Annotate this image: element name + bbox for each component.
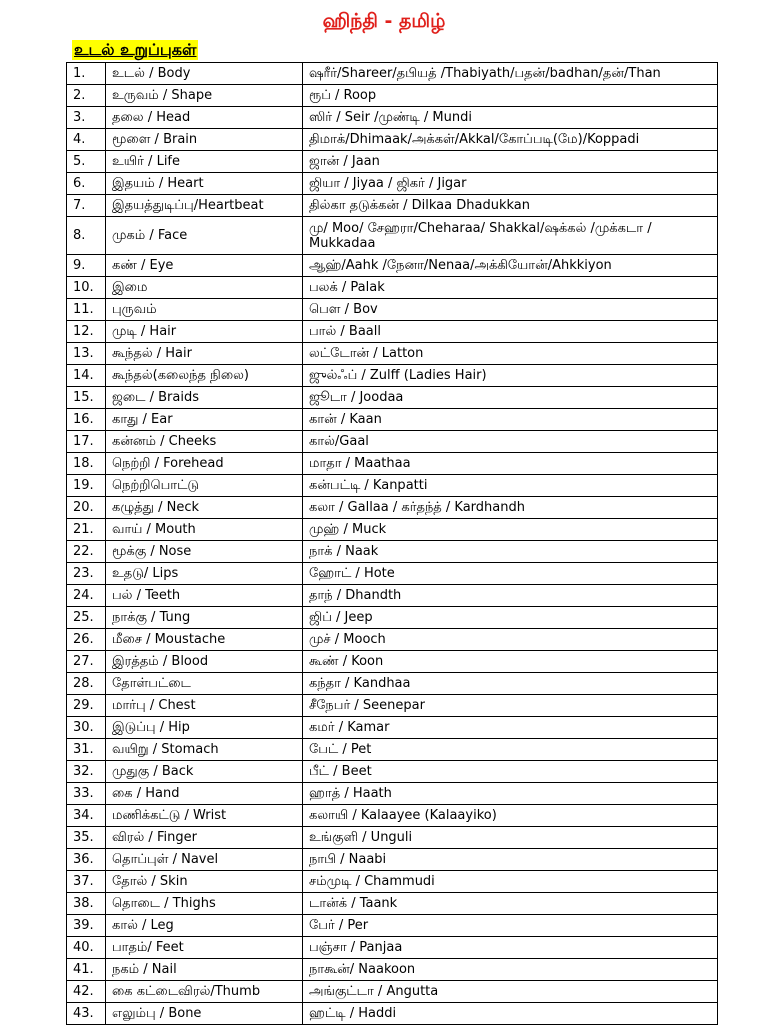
tamil-term: உடல் / Body	[106, 63, 303, 85]
hindi-term: ரூப் / Roop	[303, 85, 718, 107]
tamil-term: முடி / Hair	[106, 321, 303, 343]
table-row	[67, 607, 718, 629]
table-row	[67, 761, 718, 783]
table-row	[67, 387, 718, 409]
row-number: 18.	[67, 453, 106, 475]
tamil-term: முகம் / Face	[106, 217, 303, 255]
hindi-term: கலாயி / Kalaayee (Kalaayiko)	[303, 805, 718, 827]
row-number: 13.	[67, 343, 106, 365]
tamil-term: கூந்தல் / Hair	[106, 343, 303, 365]
table-row	[67, 783, 718, 805]
hindi-term: பீட் / Beet	[303, 761, 718, 783]
hindi-term: லட்டோன் / Latton	[303, 343, 718, 365]
hindi-term: ஜியா / Jiyaa / ஜிகர் / Jigar	[303, 173, 718, 195]
hindi-term: உங்குளி / Unguli	[303, 827, 718, 849]
table-row	[67, 695, 718, 717]
row-number: 2.	[67, 85, 106, 107]
table-row	[67, 365, 718, 387]
row-number: 32.	[67, 761, 106, 783]
row-number: 1.	[67, 63, 106, 85]
tamil-term: நாக்கு / Tung	[106, 607, 303, 629]
hindi-term: ஷரீர்/Shareer/தபியத் /Thabiyath/பதன்/badhan/தன்/Than	[303, 63, 718, 85]
table-row	[67, 739, 718, 761]
tamil-term: கழுத்து / Neck	[106, 497, 303, 519]
table-row	[67, 959, 718, 981]
hindi-term: ஹாத் / Haath	[303, 783, 718, 805]
row-number: 17.	[67, 431, 106, 453]
row-number: 29.	[67, 695, 106, 717]
table-row	[67, 981, 718, 1003]
tamil-term: எலும்பு / Bone	[106, 1003, 303, 1025]
tamil-term: பல் / Teeth	[106, 585, 303, 607]
row-number: 14.	[67, 365, 106, 387]
row-number: 33.	[67, 783, 106, 805]
row-number: 39.	[67, 915, 106, 937]
row-number: 24.	[67, 585, 106, 607]
hindi-term: பௌ / Bov	[303, 299, 718, 321]
table-row	[67, 541, 718, 563]
row-number: 25.	[67, 607, 106, 629]
table-row	[67, 321, 718, 343]
hindi-term: சம்முடி / Chammudi	[303, 871, 718, 893]
table-row	[67, 173, 718, 195]
hindi-term: தில்கா தடுக்கன் / Dilkaa Dhadukkan	[303, 195, 718, 217]
table-row	[67, 63, 718, 85]
tamil-term: கால் / Leg	[106, 915, 303, 937]
table-row	[67, 497, 718, 519]
hindi-term: ஜான் / Jaan	[303, 151, 718, 173]
hindi-term: அங்குட்டா / Angutta	[303, 981, 718, 1003]
table-row	[67, 475, 718, 497]
tamil-term: இமை	[106, 277, 303, 299]
table-row	[67, 129, 718, 151]
table-row	[67, 805, 718, 827]
hindi-term: டான்க் / Taank	[303, 893, 718, 915]
table-row	[67, 151, 718, 173]
tamil-term: நெற்றிபொட்டு	[106, 475, 303, 497]
tamil-term: தொப்புள் / Navel	[106, 849, 303, 871]
row-number: 28.	[67, 673, 106, 695]
hindi-term: நாகூன்/ Naakoon	[303, 959, 718, 981]
tamil-term: தொடை / Thighs	[106, 893, 303, 915]
row-number: 22.	[67, 541, 106, 563]
row-number: 8.	[67, 217, 106, 255]
tamil-term: உதடு/ Lips	[106, 563, 303, 585]
tamil-term: வயிறு / Stomach	[106, 739, 303, 761]
row-number: 38.	[67, 893, 106, 915]
table-row	[67, 431, 718, 453]
row-number: 12.	[67, 321, 106, 343]
row-number: 6.	[67, 173, 106, 195]
table-row	[67, 217, 718, 255]
row-number: 34.	[67, 805, 106, 827]
row-number: 20.	[67, 497, 106, 519]
table-row	[67, 409, 718, 431]
tamil-term: கை / Hand	[106, 783, 303, 805]
vocabulary-table	[66, 62, 718, 1025]
hindi-term: பலக் / Palak	[303, 277, 718, 299]
hindi-term: கூண் / Koon	[303, 651, 718, 673]
table-row	[67, 629, 718, 651]
hindi-term: ஜுல்ஃப் / Zulff (Ladies Hair)	[303, 365, 718, 387]
table-row	[67, 519, 718, 541]
row-number: 3.	[67, 107, 106, 129]
table-row	[67, 107, 718, 129]
table-row	[67, 717, 718, 739]
hindi-term: ஹட்டி / Haddi	[303, 1003, 718, 1025]
page-title: ஹிந்தி - தமிழ்	[322, 10, 446, 32]
table-row	[67, 585, 718, 607]
row-number: 5.	[67, 151, 106, 173]
row-number: 36.	[67, 849, 106, 871]
table-row	[67, 893, 718, 915]
tamil-term: கன்னம் / Cheeks	[106, 431, 303, 453]
row-number: 23.	[67, 563, 106, 585]
hindi-term: மாதா / Maathaa	[303, 453, 718, 475]
vocabulary-table-body	[67, 63, 718, 1025]
row-number: 15.	[67, 387, 106, 409]
tamil-term: தலை / Head	[106, 107, 303, 129]
tamil-term: ஜடை / Braids	[106, 387, 303, 409]
row-number: 7.	[67, 195, 106, 217]
row-number: 41.	[67, 959, 106, 981]
tamil-term: இதயம் / Heart	[106, 173, 303, 195]
hindi-term: பேர் / Per	[303, 915, 718, 937]
hindi-term: கந்தா / Kandhaa	[303, 673, 718, 695]
row-number: 37.	[67, 871, 106, 893]
tamil-term: மார்பு / Chest	[106, 695, 303, 717]
row-number: 42.	[67, 981, 106, 1003]
tamil-term: கண் / Eye	[106, 255, 303, 277]
tamil-term: மீசை / Moustache	[106, 629, 303, 651]
hindi-term: கான் / Kaan	[303, 409, 718, 431]
tamil-term: மூளை / Brain	[106, 129, 303, 151]
hindi-term: முஹ் / Muck	[303, 519, 718, 541]
hindi-term: கலா / Gallaa / கர்தந்த் / Kardhandh	[303, 497, 718, 519]
table-row	[67, 255, 718, 277]
table-row	[67, 195, 718, 217]
tamil-term: வாய் / Mouth	[106, 519, 303, 541]
row-number: 35.	[67, 827, 106, 849]
tamil-term: விரல் / Finger	[106, 827, 303, 849]
hindi-term: ஸிர் / Seir /முண்டி / Mundi	[303, 107, 718, 129]
table-row	[67, 277, 718, 299]
hindi-term: முச் / Mooch	[303, 629, 718, 651]
hindi-term: பேட் / Pet	[303, 739, 718, 761]
table-row	[67, 453, 718, 475]
table-row	[67, 673, 718, 695]
hindi-term: ஜிப் / Jeep	[303, 607, 718, 629]
hindi-term: கால்/Gaal	[303, 431, 718, 453]
row-number: 43.	[67, 1003, 106, 1025]
table-row	[67, 849, 718, 871]
hindi-term: தாந் / Dhandth	[303, 585, 718, 607]
row-number: 4.	[67, 129, 106, 151]
tamil-term: தோள்பட்டை	[106, 673, 303, 695]
hindi-term: திமாக்/Dhimaak/அக்கள்/Akkal/கோப்படி(மே)/Koppadi	[303, 129, 718, 151]
table-row	[67, 915, 718, 937]
table-row	[67, 827, 718, 849]
hindi-term: ஹோட் / Hote	[303, 563, 718, 585]
hindi-term: மு/ Moo/ சேஹரா/Cheharaa/ Shakkal/ஷக்கல் /முக்கடா / Mukkadaa	[303, 217, 718, 255]
tamil-term: இடுப்பு / Hip	[106, 717, 303, 739]
tamil-term: நகம் / Nail	[106, 959, 303, 981]
tamil-term: கூந்தல்(கலைந்த நிலை)	[106, 365, 303, 387]
tamil-term: தோல் / Skin	[106, 871, 303, 893]
hindi-term: நாக் / Naak	[303, 541, 718, 563]
tamil-term: உருவம் / Shape	[106, 85, 303, 107]
table-row	[67, 343, 718, 365]
row-number: 27.	[67, 651, 106, 673]
row-number: 10.	[67, 277, 106, 299]
tamil-term: பாதம்/ Feet	[106, 937, 303, 959]
table-row	[67, 85, 718, 107]
row-number: 26.	[67, 629, 106, 651]
tamil-term: மணிக்கட்டு / Wrist	[106, 805, 303, 827]
row-number: 31.	[67, 739, 106, 761]
table-row	[67, 1003, 718, 1025]
table-row	[67, 871, 718, 893]
hindi-term: கமர் / Kamar	[303, 717, 718, 739]
row-number: 11.	[67, 299, 106, 321]
row-number: 16.	[67, 409, 106, 431]
row-number: 19.	[67, 475, 106, 497]
hindi-term: நாபி / Naabi	[303, 849, 718, 871]
table-row	[67, 299, 718, 321]
tamil-term: காது / Ear	[106, 409, 303, 431]
tamil-term: மூக்கு / Nose	[106, 541, 303, 563]
hindi-term: சீநேபர் / Seenepar	[303, 695, 718, 717]
tamil-term: இரத்தம் / Blood	[106, 651, 303, 673]
hindi-term: ஆஹ்/Aahk /நேனா/Nenaa/அக்கியோன்/Ahkkiyon	[303, 255, 718, 277]
row-number: 40.	[67, 937, 106, 959]
row-number: 21.	[67, 519, 106, 541]
hindi-term: ஜூடா / Joodaa	[303, 387, 718, 409]
table-row	[67, 937, 718, 959]
tamil-term: கை கட்டைவிரல்/Thumb	[106, 981, 303, 1003]
tamil-term: முதுகு / Back	[106, 761, 303, 783]
section-heading: உடல் உறுப்புகள்	[74, 40, 197, 59]
hindi-term: கன்பட்டி / Kanpatti	[303, 475, 718, 497]
hindi-term: பஞ்சா / Panjaa	[303, 937, 718, 959]
hindi-term: பால் / Baall	[303, 321, 718, 343]
tamil-term: உயிர் / Life	[106, 151, 303, 173]
tamil-term: நெற்றி / Forehead	[106, 453, 303, 475]
row-number: 30.	[67, 717, 106, 739]
table-row	[67, 651, 718, 673]
table-row	[67, 563, 718, 585]
row-number: 9.	[67, 255, 106, 277]
tamil-term: புருவம்	[106, 299, 303, 321]
tamil-term: இதயத்துடிப்பு/Heartbeat	[106, 195, 303, 217]
